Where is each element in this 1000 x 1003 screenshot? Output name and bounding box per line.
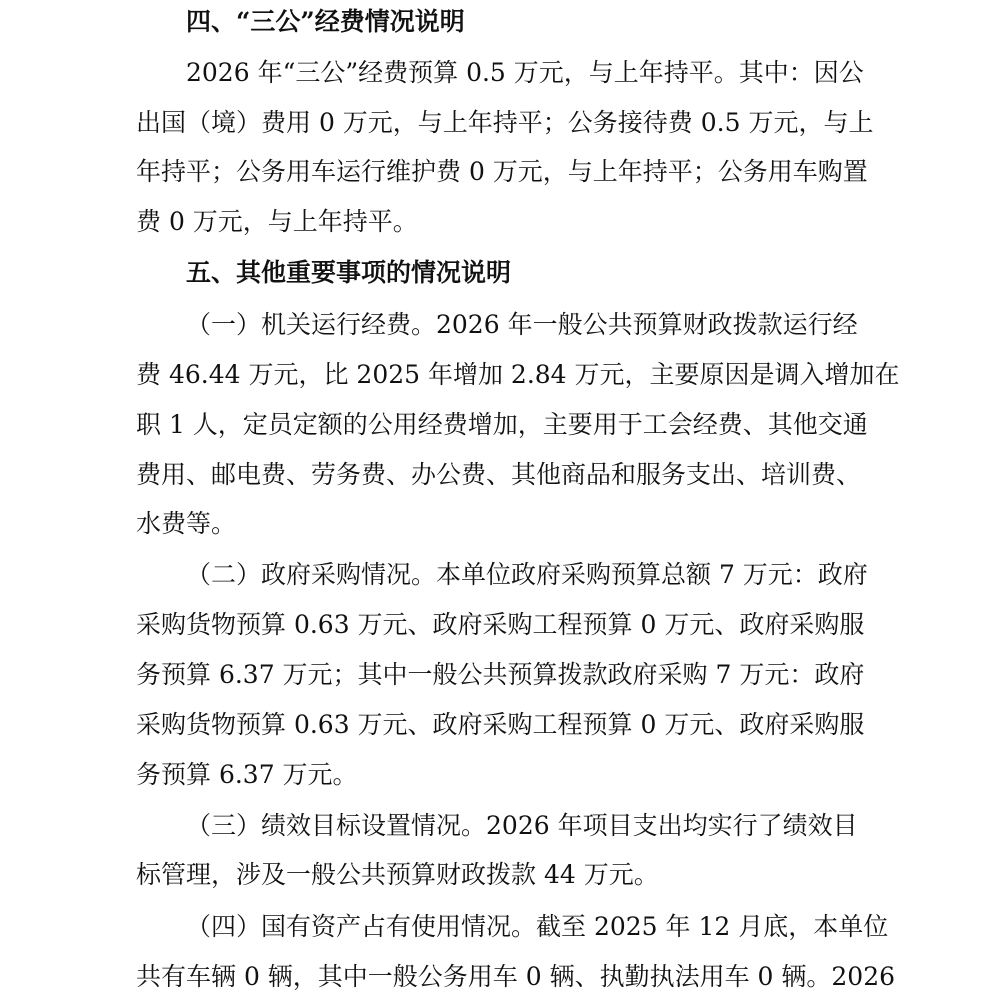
section-heading-four: 四、“三公”经费情况说明 [186,7,465,36]
paragraph-line: 职 1 人，定员定额的公用经费增加，主要用于工会经费、其他交通 [136,410,868,439]
paragraph-line: 费 0 万元，与上年持平。 [136,207,418,236]
paragraph-line: （一）机关运行经费。2026 年一般公共预算财政拨款运行经 [186,310,858,339]
paragraph-line: 共有车辆 0 辆，其中一般公务用车 0 辆、执勤执法用车 0 辆。2026 [136,962,896,991]
paragraph-line: 出国（境）费用 0 万元，与上年持平；公务接待费 0.5 万元，与上 [136,108,874,137]
paragraph-line: 采购货物预算 0.63 万元、政府采购工程预算 0 万元、政府采购服 [136,610,865,639]
paragraph-line: （二）政府采购情况。本单位政府采购预算总额 7 万元：政府 [186,560,868,589]
paragraph-line: 费 46.44 万元，比 2025 年增加 2.84 万元，主要原因是调入增加在 [136,360,900,389]
paragraph-line: （四）国有资产占有使用情况。截至 2025 年 12 月底，本单位 [186,912,889,941]
paragraph-line: 标管理，涉及一般公共预算财政拨款 44 万元。 [136,860,659,889]
paragraph-line: 水费等。 [136,509,237,538]
paragraph-line: （三）绩效目标设置情况。2026 年项目支出均实行了绩效目 [186,811,858,840]
paragraph-line: 务预算 6.37 万元；其中一般公共预算拨款政府采购 7 万元：政府 [136,660,865,689]
paragraph-line: 2026 年“三公”经费预算 0.5 万元，与上年持平。其中：因公 [186,58,864,87]
paragraph-line: 务预算 6.37 万元。 [136,760,358,789]
section-heading-five: 五、其他重要事项的情况说明 [186,258,512,287]
paragraph-line: 年持平；公务用车运行维护费 0 万元，与上年持平；公务用车购置 [136,157,868,186]
paragraph-line: 采购货物预算 0.63 万元、政府采购工程预算 0 万元、政府采购服 [136,710,865,739]
paragraph-line: 费用、邮电费、劳务费、办公费、其他商品和服务支出、培训费、 [136,460,862,489]
